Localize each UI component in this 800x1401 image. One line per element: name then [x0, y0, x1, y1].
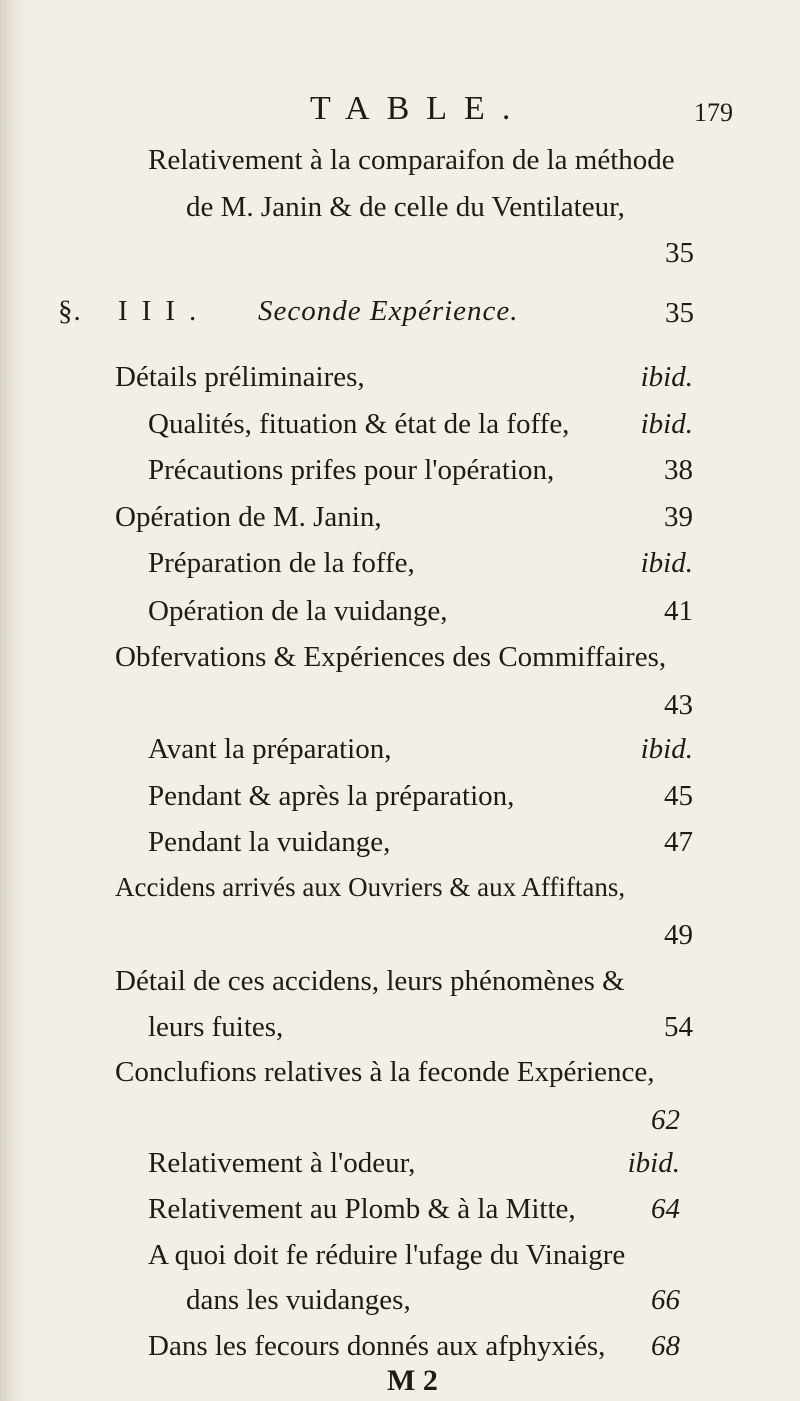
- toc-page: 35: [665, 237, 694, 269]
- toc-entry: Opération de la vuidange,: [148, 595, 448, 627]
- toc-entry: Relativement à l'odeur,: [148, 1147, 416, 1179]
- toc-page: ibid.: [640, 733, 693, 765]
- toc-entry: A quoi doit fe réduire l'ufage du Vinaigre: [148, 1239, 626, 1271]
- toc-entry: Relativement au Plomb & à la Mitte,: [148, 1193, 576, 1225]
- section-numeral: III.: [118, 295, 211, 327]
- toc-entry: Avant la préparation,: [148, 733, 392, 765]
- toc-entry: Opération de M. Janin,: [115, 501, 382, 533]
- toc-page: ibid.: [640, 408, 693, 440]
- toc-entry: Préparation de la foffe,: [148, 547, 415, 579]
- toc-entry: Dans les fecours donnés aux afphyxiés,: [148, 1330, 606, 1362]
- running-title: TABLE.: [310, 90, 528, 127]
- toc-page: 62: [651, 1104, 680, 1136]
- toc-entry: leurs fuites,: [148, 1011, 284, 1043]
- toc-page: 38: [664, 454, 693, 486]
- toc-entry: dans les vuidanges,: [186, 1284, 411, 1316]
- toc-page: 39: [664, 501, 693, 533]
- toc-page: 43: [664, 689, 693, 721]
- toc-page: 54: [664, 1011, 693, 1043]
- toc-page: 49: [664, 919, 693, 951]
- toc-page: 66: [651, 1284, 680, 1316]
- toc-entry: Détail de ces accidens, leurs phénomènes &: [115, 965, 625, 997]
- toc-page: ibid.: [640, 547, 693, 579]
- section-title: Seconde Expérience.: [258, 295, 519, 327]
- toc-entry: Accidens arrivés aux Ouvriers & aux Affiftans,: [115, 872, 626, 902]
- signature-mark: M 2: [387, 1364, 438, 1397]
- toc-entry: Pendant la vuidange,: [148, 826, 391, 858]
- section-mark: §.: [58, 295, 82, 327]
- folio-number: 179: [694, 98, 733, 127]
- toc-entry: Pendant & après la préparation,: [148, 780, 515, 812]
- toc-entry: Détails préliminaires,: [115, 361, 365, 393]
- toc-entry: Obfervations & Expériences des Commiffaires,: [115, 641, 667, 673]
- toc-page: 64: [651, 1193, 680, 1225]
- page-gutter: [0, 0, 28, 1401]
- toc-page: 45: [664, 780, 693, 812]
- toc-entry: Conclufions relatives à la feconde Expérience,: [115, 1056, 655, 1088]
- toc-page: ibid.: [640, 361, 693, 393]
- toc-entry: Relativement à la comparaifon de la méthode: [148, 144, 675, 176]
- toc-entry: Qualités, fituation & état de la foffe,: [148, 408, 570, 440]
- section-page: 35: [665, 297, 694, 329]
- toc-page: 41: [664, 595, 693, 627]
- toc-page: 47: [664, 826, 693, 858]
- toc-page: ibid.: [627, 1147, 680, 1179]
- toc-entry: de M. Janin & de celle du Ventilateur,: [186, 191, 625, 223]
- toc-entry: Précautions prifes pour l'opération,: [148, 454, 555, 486]
- toc-page: 68: [651, 1330, 680, 1362]
